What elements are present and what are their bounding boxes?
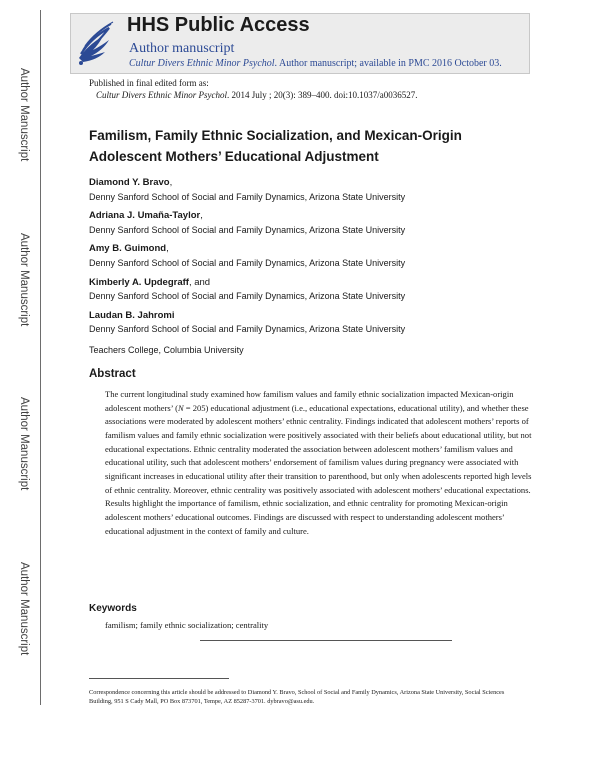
sidebar-label-author-manuscript: Author Manuscript [18,233,30,327]
author-affiliation: Denny Sanford School of Social and Family Dynamics, Arizona State University [89,225,406,235]
published-label: Published in final edited form as: [89,78,209,88]
author-affiliation: Denny Sanford School of Social and Family Dynamics, Arizona State University [89,192,406,202]
sidebar-label-author-manuscript: Author Manuscript [18,68,30,162]
correspondence-footnote: Correspondence concerning this article should be addressed to Diamond Y. Bravo, School of Social and Family Dynamics, Arizona State University, Social Sciences Building, 951 S Cady Mall, PO Box 873701, Tempe, AZ 85287-3701. dybravo@asu.edu. [89,689,505,705]
header-citation [129,58,502,69]
citation-journal: Cultur Divers Ethnic Minor Psychol [129,58,275,69]
published-details: . 2014 July ; 20(3): 389–400. doi:10.1037/a0036527. [226,90,418,100]
section-divider [200,640,452,641]
abstract-text: The current longitudinal study examined how familism values and family ethnic socialization impacted Mexican-origin adolescent mothers’ (N = 205) educational adjustment (i.e., educational expectations, educational utility), and whether these associations were moderated by adolescent mothers’ ethnic centrality. Findings indicated that adolescent mothers’ reports of familism values and family ethnic socialization were positively associated with their beliefs about educational utility, but not educational expectations. Ethnic centrality moderated the association between adolescent mothers’ familism values and educational utility, such that adolescent mothers’ endorsement of familism values during pregnancy were associated with significant increases in educational utility after their transition to parenthood, but only when adolescents reported high levels of ethnic centrality. Moreover, ethnic centrality was positively associated with adolescent mothers’ educational expectations. Results highlight the importance of familism, ethnic socialization, and ethnic centrality for promoting Mexican-origin adolescent mothers’ educational outcomes. Findings are discussed with respect to understanding adolescent mothers’ educational adjustment in the context of family and culture. [105,389,532,536]
author-name: Amy B. Guimond, [89,243,169,254]
keywords-heading: Keywords [89,603,137,614]
hhs-eagle-logo-icon [73,16,117,70]
sidebar [0,0,50,776]
keywords-list: familism; family ethnic socialization; centrality [105,620,269,630]
header-title: HHS Public Access [127,14,310,36]
author-affiliation: Denny Sanford School of Social and Family Dynamics, Arizona State University [89,291,406,301]
author-name: Adriana J. Umaña-Taylor, [89,210,203,221]
author-name: Diamond Y. Bravo, [89,177,173,188]
author-affiliation: Denny Sanford School of Social and Family Dynamics, Arizona State University [89,258,406,268]
author-name: Kimberly A. Updegraff, and [89,277,211,288]
published-journal: Cultur Divers Ethnic Minor Psychol [96,90,227,100]
sidebar-label-author-manuscript: Author Manuscript [18,397,30,491]
footnote-divider [89,678,229,679]
header-subtitle: Author manuscript [129,41,235,56]
published-citation [96,90,417,100]
citation-details: . Author manuscript; available in PMC 2016 October 03. [274,58,502,69]
abstract-heading: Abstract [89,368,136,380]
article-title: Familism, Family Ethnic Socialization, and Mexican-Origin Adolescent Mothers’ Educational Adjustment [89,128,462,164]
sidebar-label-author-manuscript: Author Manuscript [18,562,30,656]
extra-affiliation: Teachers College, Columbia University [89,345,244,355]
author-name: Laudan B. Jahromi [89,310,175,321]
sidebar-divider [40,10,41,705]
author-affiliation: Denny Sanford School of Social and Family Dynamics, Arizona State University [89,324,406,334]
